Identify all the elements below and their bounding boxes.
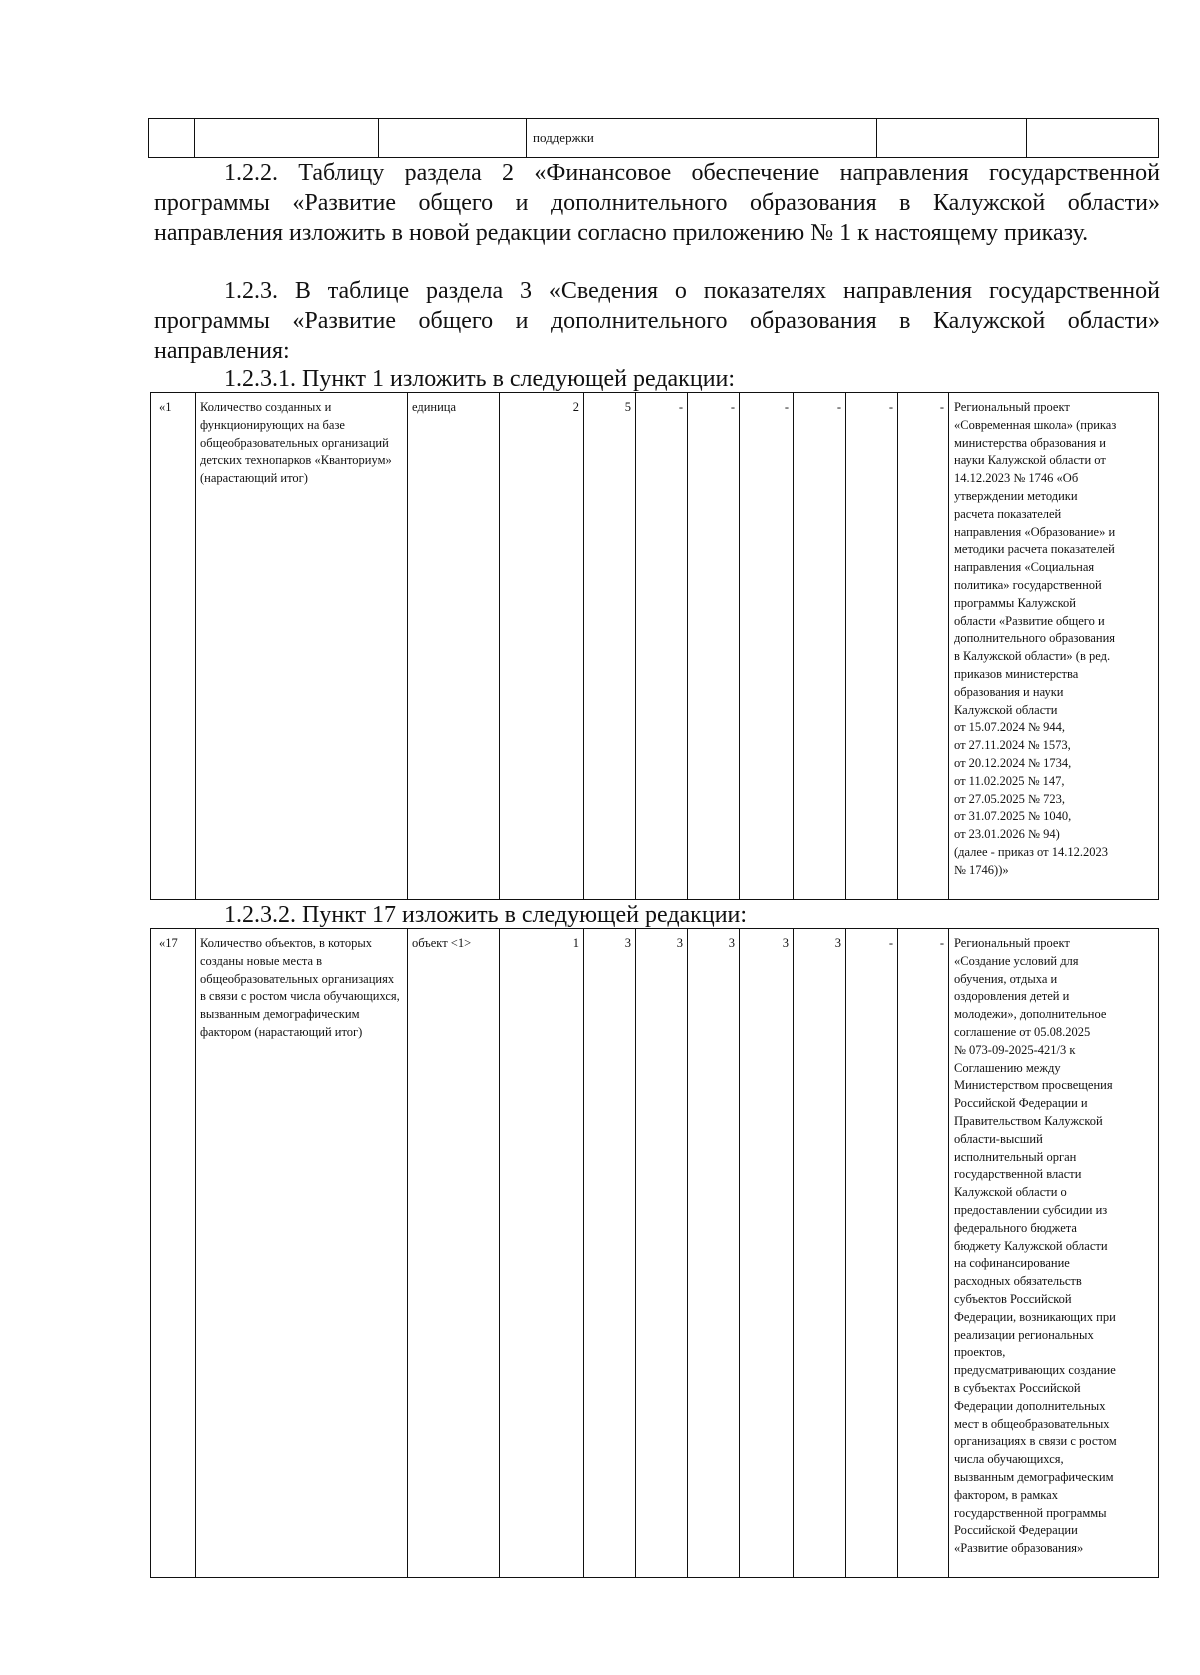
source-line: проектов, bbox=[954, 1345, 1006, 1360]
source-line: 14.12.2023 № 1746 «Об bbox=[954, 471, 1079, 486]
indicator-name: Количество объектов, в которых созданы новые места в общеобразовательных организациях в связи с ростом числа обучающихся, вызванным демографическим фактором (нарастающий итог) bbox=[196, 929, 408, 1578]
value-cell: - bbox=[846, 929, 898, 1578]
source-line: в субъектах Российской bbox=[954, 1380, 1081, 1395]
source-line: утверждении методики bbox=[954, 488, 1078, 503]
source-line: № 073-09-2025-421/3 к bbox=[954, 1042, 1076, 1057]
source-cell bbox=[949, 393, 1159, 900]
source-line: приказов министерства bbox=[954, 666, 1079, 681]
indicator-name: Количество созданных и функционирующих на базе общеобразовательных организаций детских технопарков «Кванториум» (нарастающий итог) bbox=[196, 393, 408, 900]
source-line: реализации региональных bbox=[954, 1327, 1094, 1342]
source-line: Федерации дополнительных bbox=[954, 1398, 1106, 1413]
value-cell: 3 bbox=[688, 929, 740, 1578]
source-line: области-высший bbox=[954, 1131, 1043, 1146]
source-line: Российской Федерации и bbox=[954, 1096, 1088, 1111]
source-line: от 27.05.2025 № 723, bbox=[954, 791, 1065, 806]
source-line: числа обучающихся, bbox=[954, 1452, 1064, 1467]
source-line: вызванным демографическим bbox=[954, 1469, 1114, 1484]
source-line: дополнительного образования bbox=[954, 631, 1116, 646]
source-line: федерального бюджета bbox=[954, 1220, 1077, 1235]
source-line: области «Развитие общего и bbox=[954, 613, 1105, 628]
source-line: обучения, отдыха и bbox=[954, 971, 1058, 986]
value-cell: - bbox=[898, 929, 949, 1578]
table-cell bbox=[877, 119, 1027, 158]
value-cell: - bbox=[898, 393, 949, 900]
source-line: политика» государственной bbox=[954, 577, 1102, 592]
source-line: Российской Федерации bbox=[954, 1523, 1078, 1538]
source-line: соглашение от 05.08.2025 bbox=[954, 1024, 1091, 1039]
unit: объект <1> bbox=[408, 929, 500, 1578]
source-line: Федерации, возникающих при bbox=[954, 1309, 1116, 1324]
table-row bbox=[151, 393, 1159, 900]
source-line: Соглашению между bbox=[954, 1060, 1061, 1075]
source-line: мест в общеобразовательных bbox=[954, 1416, 1110, 1431]
source-line: от 23.01.2026 № 94) bbox=[954, 827, 1060, 842]
source-line: расчета показателей bbox=[954, 506, 1062, 521]
paragraph-1-2-3 bbox=[154, 276, 1160, 366]
source-line: «Создание условий для bbox=[954, 953, 1079, 968]
source-line: от 11.02.2025 № 147, bbox=[954, 773, 1065, 788]
source-line: от 15.07.2024 № 944, bbox=[954, 720, 1065, 735]
table-cell bbox=[149, 119, 195, 158]
source-line: министерства образования и bbox=[954, 435, 1106, 450]
indicator-table-item-1 bbox=[150, 392, 1159, 900]
item-number: «1 bbox=[151, 393, 196, 900]
value-cell: - bbox=[740, 393, 794, 900]
item-number: «17 bbox=[151, 929, 196, 1578]
source-line: № 1746))» bbox=[954, 862, 1009, 877]
source-line: от 31.07.2025 № 1040, bbox=[954, 809, 1072, 824]
value-cell: 3 bbox=[584, 929, 636, 1578]
paragraph-1-2-3-1: 1.2.3.1. Пункт 1 изложить в следующей редакции: bbox=[224, 366, 736, 392]
value-cell: - bbox=[794, 393, 846, 900]
source-line: «Развитие образования» bbox=[954, 1541, 1084, 1556]
value-cell: 3 bbox=[794, 929, 846, 1578]
source-line: фактором, в рамках bbox=[954, 1487, 1058, 1502]
source-line: Правительством Калужской bbox=[954, 1113, 1103, 1128]
source-line: государственной власти bbox=[954, 1167, 1082, 1182]
source-line: от 20.12.2024 № 1734, bbox=[954, 755, 1072, 770]
value-cell: - bbox=[688, 393, 740, 900]
source-line: на софинансирование bbox=[954, 1256, 1070, 1271]
table-cell bbox=[379, 119, 527, 158]
source-line: предусматривающих создание bbox=[954, 1363, 1116, 1378]
source-cell bbox=[949, 929, 1159, 1578]
value-cell: 3 bbox=[636, 929, 688, 1578]
source-line: науки Калужской области от bbox=[954, 453, 1106, 468]
source-line: Калужской области bbox=[954, 702, 1058, 717]
source-line: предоставлении субсидии из bbox=[954, 1202, 1108, 1217]
value-cell: 3 bbox=[740, 929, 794, 1578]
source-line: от 27.11.2024 № 1573, bbox=[954, 738, 1071, 753]
unit: единица bbox=[408, 393, 500, 900]
value-cell: 5 bbox=[584, 393, 636, 900]
paragraph-text: 1.2.3. В таблице раздела 3 «Сведения о показателях направления государственной программы «Развитие общего и дополнительного образования в Калужской области» направления: bbox=[154, 278, 1160, 364]
value-cell: 2 bbox=[500, 393, 584, 900]
source-line: (далее - приказ от 14.12.2023 bbox=[954, 844, 1108, 859]
source-line: Региональный проект bbox=[954, 400, 1070, 414]
source-line: в Калужской области» (в ред. bbox=[954, 649, 1111, 664]
source-line: Калужской области о bbox=[954, 1185, 1067, 1200]
value-cell: - bbox=[846, 393, 898, 900]
paragraph-text: 1.2.2. Таблицу раздела 2 «Финансовое обеспечение направления государственной программы «Развитие общего и дополнительного образования в Калужской области» направления изложить в новой редакции согласно приложению № 1 к настоящему приказу. bbox=[154, 160, 1160, 246]
source-line: образования и науки bbox=[954, 684, 1064, 699]
source-line: государственной программы bbox=[954, 1505, 1107, 1520]
table-cell bbox=[1027, 119, 1159, 158]
value-cell: - bbox=[636, 393, 688, 900]
source-line: «Современная школа» (приказ bbox=[954, 417, 1117, 432]
source-line: организациях в связи с ростом bbox=[954, 1434, 1117, 1449]
paragraph-1-2-2 bbox=[154, 158, 1160, 248]
paragraph-1-2-3-2: 1.2.3.2. Пункт 17 изложить в следующей редакции: bbox=[224, 902, 748, 928]
table-cell bbox=[195, 119, 379, 158]
source-line: исполнительный орган bbox=[954, 1149, 1077, 1164]
source-line: направления «Образование» и bbox=[954, 524, 1116, 539]
source-line: программы Калужской bbox=[954, 595, 1076, 610]
source-line: Министерством просвещения bbox=[954, 1078, 1113, 1093]
source-line: бюджету Калужской области bbox=[954, 1238, 1108, 1253]
table-row bbox=[151, 929, 1159, 1578]
source-line: Региональный проект bbox=[954, 936, 1070, 950]
source-line: оздоровления детей и bbox=[954, 989, 1070, 1004]
source-line: расходных обязательств bbox=[954, 1274, 1082, 1289]
source-line: направления «Социальная bbox=[954, 560, 1095, 575]
source-line: методики расчета показателей bbox=[954, 542, 1115, 557]
table-cell: поддержки bbox=[527, 119, 877, 158]
indicator-table-item-17 bbox=[150, 928, 1159, 1578]
previous-table-row bbox=[148, 118, 1159, 158]
value-cell: 1 bbox=[500, 929, 584, 1578]
table-row bbox=[149, 119, 1159, 158]
source-line: молодежи», дополнительное bbox=[954, 1007, 1107, 1022]
source-line: субъектов Российской bbox=[954, 1291, 1072, 1306]
